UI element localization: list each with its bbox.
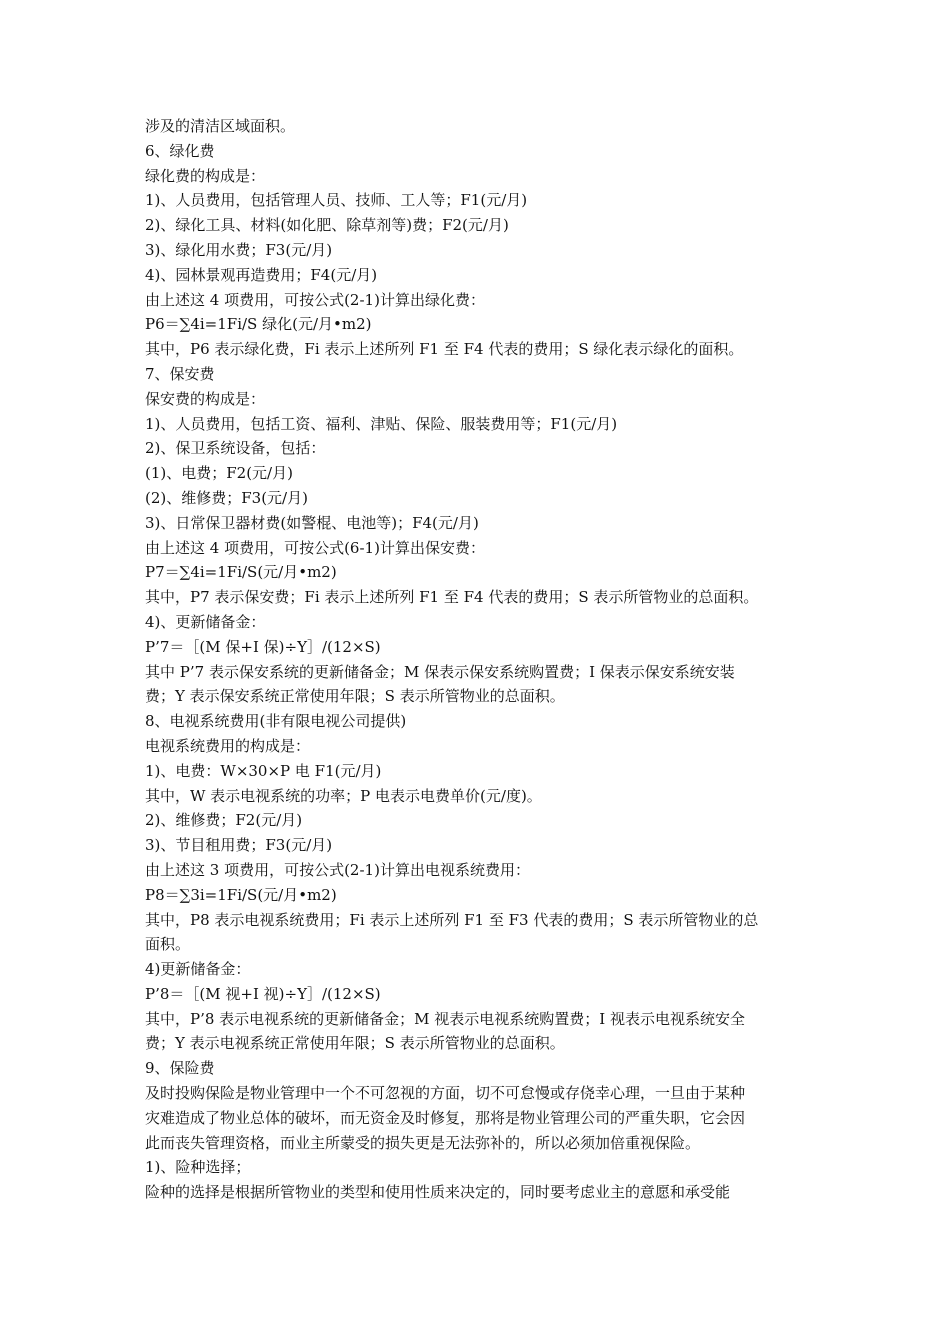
text-line: 其中，W 表示电视系统的功率；P 电表示电费单价(元/度)。: [145, 786, 542, 805]
text-line: 3)、绿化用水费；F3(元/月): [145, 240, 333, 259]
text-line: (2)、维修费；F3(元/月): [145, 488, 308, 507]
document-body: [145, 114, 813, 1205]
text-line: 其中 P’7 表示保安系统的更新储备金；M 保表示保安系统购置费；I 保表示保安系统安装: [145, 662, 735, 681]
text-line: 灾难造成了物业总体的破坏，而无资金及时修复，那将是物业管理公司的严重失职，它会因: [145, 1108, 746, 1127]
text-line: 绿化费的构成是：: [145, 166, 266, 185]
text-line: 其中，P’8 表示电视系统的更新储备金；M 视表示电视系统购置费；I 视表示电视系统安全: [145, 1009, 745, 1028]
text-line: 6、绿化费: [145, 141, 215, 160]
text-line: P6＝∑4i=1Fi/S 绿化(元/月•m2): [145, 315, 372, 334]
text-line: 2)、维修费；F2(元/月): [145, 811, 303, 830]
text-line: 电视系统费用的构成是：: [145, 736, 311, 755]
text-line: 其中，P6 表示绿化费，Fi 表示上述所列 F1 至 F4 代表的费用；S 绿化表示绿化的面积。: [145, 340, 744, 359]
text-line: 此而丧失管理资格，而业主所蒙受的损失更是无法弥补的，所以必须加倍重视保险。: [145, 1133, 701, 1152]
text-line: (1)、电费；F2(元/月): [145, 464, 293, 483]
text-line: 1)、人员费用，包括管理人员、技师、工人等；F1(元/月): [145, 191, 528, 210]
text-line: 涉及的清洁区域面积。: [145, 117, 296, 135]
text-line: 面积。: [145, 935, 191, 954]
text-line: 及时投购保险是物业管理中一个不可忽视的方面，切不可怠慢或存侥幸心理，一旦由于某种: [145, 1084, 746, 1103]
text-line: 2)、绿化工具、材料(如化肥、除草剂等)费；F2(元/月): [145, 216, 509, 235]
text-line: 1)、电费：W×30×P 电 F1(元/月): [145, 761, 382, 780]
text-line: 由上述这 3 项费用，可按公式(2-1)计算出电视系统费用：: [145, 860, 530, 879]
text-line: P’7＝［(M 保+I 保)÷Y］/(12×S): [145, 637, 381, 656]
text-line: 费；Y 表示保安系统正常使用年限；S 表示所管物业的总面积。: [145, 687, 565, 706]
text-line: 8、电视系统费用(非有限电视公司提供): [145, 712, 407, 731]
text-line: 4)更新储备金：: [145, 960, 251, 979]
text-line: 保安费的构成是：: [145, 389, 266, 408]
text-line: 7、保安费: [145, 364, 215, 383]
text-line: 1)、人员费用，包括工资、福利、津贴、保险、服装费用等；F1(元/月): [145, 414, 618, 433]
text-line: 3)、日常保卫器材费(如警棍、电池等)；F4(元/月): [145, 513, 479, 532]
text-line: 1)、险种选择；: [145, 1158, 251, 1177]
text-line: 3)、节目租用费；F3(元/月): [145, 836, 333, 855]
text-line: 险种的选择是根据所管物业的类型和使用性质来决定的，同时要考虑业主的意愿和承受能: [145, 1183, 731, 1202]
text-line: 其中，P8 表示电视系统费用；Fi 表示上述所列 F1 至 F3 代表的费用；S 表示所管物业的总: [145, 910, 759, 929]
text-line: 由上述这 4 项费用，可按公式(6-1)计算出保安费：: [145, 538, 485, 557]
text-line: 费；Y 表示电视系统正常使用年限；S 表示所管物业的总面积。: [145, 1034, 565, 1053]
text-line: P7＝∑4i=1Fi/S(元/月•m2): [145, 563, 337, 582]
text-line: 其中，P7 表示保安费；Fi 表示上述所列 F1 至 F4 代表的费用；S 表示所管物业的总面积。: [145, 588, 759, 607]
text-line: 4)、更新储备金：: [145, 612, 266, 631]
text-line: P8＝∑3i=1Fi/S(元/月•m2): [145, 885, 337, 904]
text-line: 2)、保卫系统设备，包括：: [145, 439, 326, 458]
text-line: P’8＝［(M 视+I 视)÷Y］/(12×S): [145, 984, 381, 1003]
text-line: 9、保险费: [145, 1059, 215, 1078]
text-line: 4)、园林景观再造费用；F4(元/月): [145, 265, 378, 284]
text-line: 由上述这 4 项费用，可按公式(2-1)计算出绿化费：: [145, 290, 485, 309]
